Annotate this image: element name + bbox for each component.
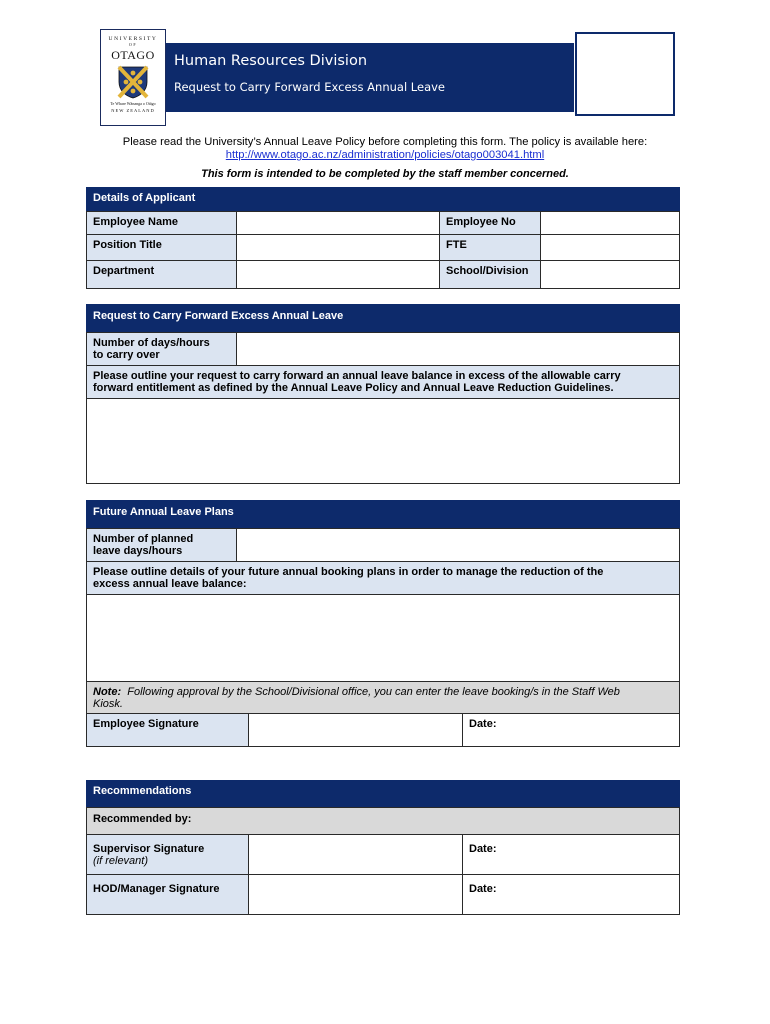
- request-outline-textarea[interactable]: [86, 398, 680, 484]
- logo-otago: OTAGO: [111, 48, 155, 62]
- university-logo: [100, 29, 166, 126]
- supervisor-signature-field[interactable]: [248, 834, 463, 875]
- school-division-field[interactable]: [540, 260, 680, 289]
- supervisor-signature-label: [86, 834, 249, 875]
- planned-days-label: [86, 528, 237, 562]
- intro-note: This form is intended to be completed by the staff member concerned.: [201, 168, 569, 180]
- employee-no-label: Employee No: [439, 211, 541, 235]
- hod-date-field[interactable]: [462, 874, 680, 915]
- request-outline-label: [86, 365, 680, 399]
- employee-no-field[interactable]: [540, 211, 680, 235]
- employee-signature-label: Employee Signature: [86, 713, 249, 747]
- future-outline-line1: Please outline details of your future annual booking plans in order to manage the reduction of the: [93, 566, 604, 578]
- supervisor-date-field[interactable]: [462, 834, 680, 875]
- supervisor-signature-text: Supervisor Signature: [93, 843, 205, 855]
- request-outline-line1: Please outline your request to carry forward an annual leave balance in excess of the allowable carry: [93, 370, 621, 382]
- kiosk-note: [86, 681, 680, 714]
- logo-university: UNIVERSITY: [108, 36, 158, 42]
- future-outline-line2: excess annual leave balance:: [93, 578, 247, 590]
- days-to-carry-label-line2: to carry over: [93, 349, 160, 361]
- planned-days-label-line1: Number of planned: [93, 533, 194, 545]
- fte-label: FTE: [439, 234, 541, 261]
- intro-paragraph: [86, 136, 684, 162]
- note-label: Note:: [93, 686, 122, 698]
- employee-signature-field[interactable]: [248, 713, 463, 747]
- form-title: Request to Carry Forward Excess Annual Leave: [174, 80, 446, 94]
- days-to-carry-label: [86, 332, 237, 366]
- hod-date-label: Date:: [469, 883, 497, 895]
- request-outline-line2: forward entitlement as defined by the Annual Leave Policy and Annual Leave Reduction Guidelines.: [93, 382, 614, 394]
- planned-days-field[interactable]: [236, 528, 680, 562]
- department-field[interactable]: [236, 260, 440, 289]
- request-section-header: Request to Carry Forward Excess Annual Leave: [86, 304, 680, 333]
- hod-signature-field[interactable]: [248, 874, 463, 915]
- crest-icon: [116, 65, 150, 99]
- division-title: Human Resources Division: [174, 53, 368, 69]
- logo-of: OF: [128, 42, 138, 47]
- policy-link[interactable]: http://www.otago.ac.nz/administration/policies/otago003041.html: [225, 149, 545, 161]
- supervisor-date-label: Date:: [469, 843, 497, 855]
- department-label: Department: [86, 260, 237, 289]
- recommendations-section-header: Recommendations: [86, 780, 680, 808]
- position-title-field[interactable]: [236, 234, 440, 261]
- fte-field[interactable]: [540, 234, 680, 261]
- position-title-label: Position Title: [86, 234, 237, 261]
- future-outline-label: [86, 561, 680, 595]
- planned-days-label-line2: leave days/hours: [93, 545, 183, 557]
- kiosk-note-line1: [93, 686, 679, 698]
- employee-date-field[interactable]: [462, 713, 680, 747]
- note-text-line2: Kiosk.: [93, 698, 123, 710]
- employee-date-label: Date:: [469, 718, 497, 730]
- employee-name-field[interactable]: [236, 211, 440, 235]
- if-relevant-text: (if relevant): [93, 855, 149, 867]
- applicant-section-header: Details of Applicant: [86, 187, 680, 211]
- logo-country: NEW ZEALAND: [111, 108, 155, 113]
- future-outline-textarea[interactable]: [86, 594, 680, 682]
- recommended-by-label: Recommended by:: [86, 807, 680, 835]
- intro-text: Please read the University’s Annual Leave Policy before completing this form. The policy is available here:: [122, 136, 648, 148]
- days-to-carry-label-line1: Number of days/hours: [93, 337, 210, 349]
- header-empty-box: [575, 32, 675, 116]
- note-text-line1: Following approval by the School/Divisional office, you can enter the leave booking/s in the Staff Web: [127, 686, 620, 698]
- school-division-label: School/Division: [439, 260, 541, 289]
- logo-motto: Te Whare Wānanga o Otāgo: [110, 101, 156, 106]
- employee-name-label: Employee Name: [86, 211, 237, 235]
- future-section-header: Future Annual Leave Plans: [86, 500, 680, 529]
- days-to-carry-field[interactable]: [236, 332, 680, 366]
- hod-signature-label: HOD/Manager Signature: [86, 874, 249, 915]
